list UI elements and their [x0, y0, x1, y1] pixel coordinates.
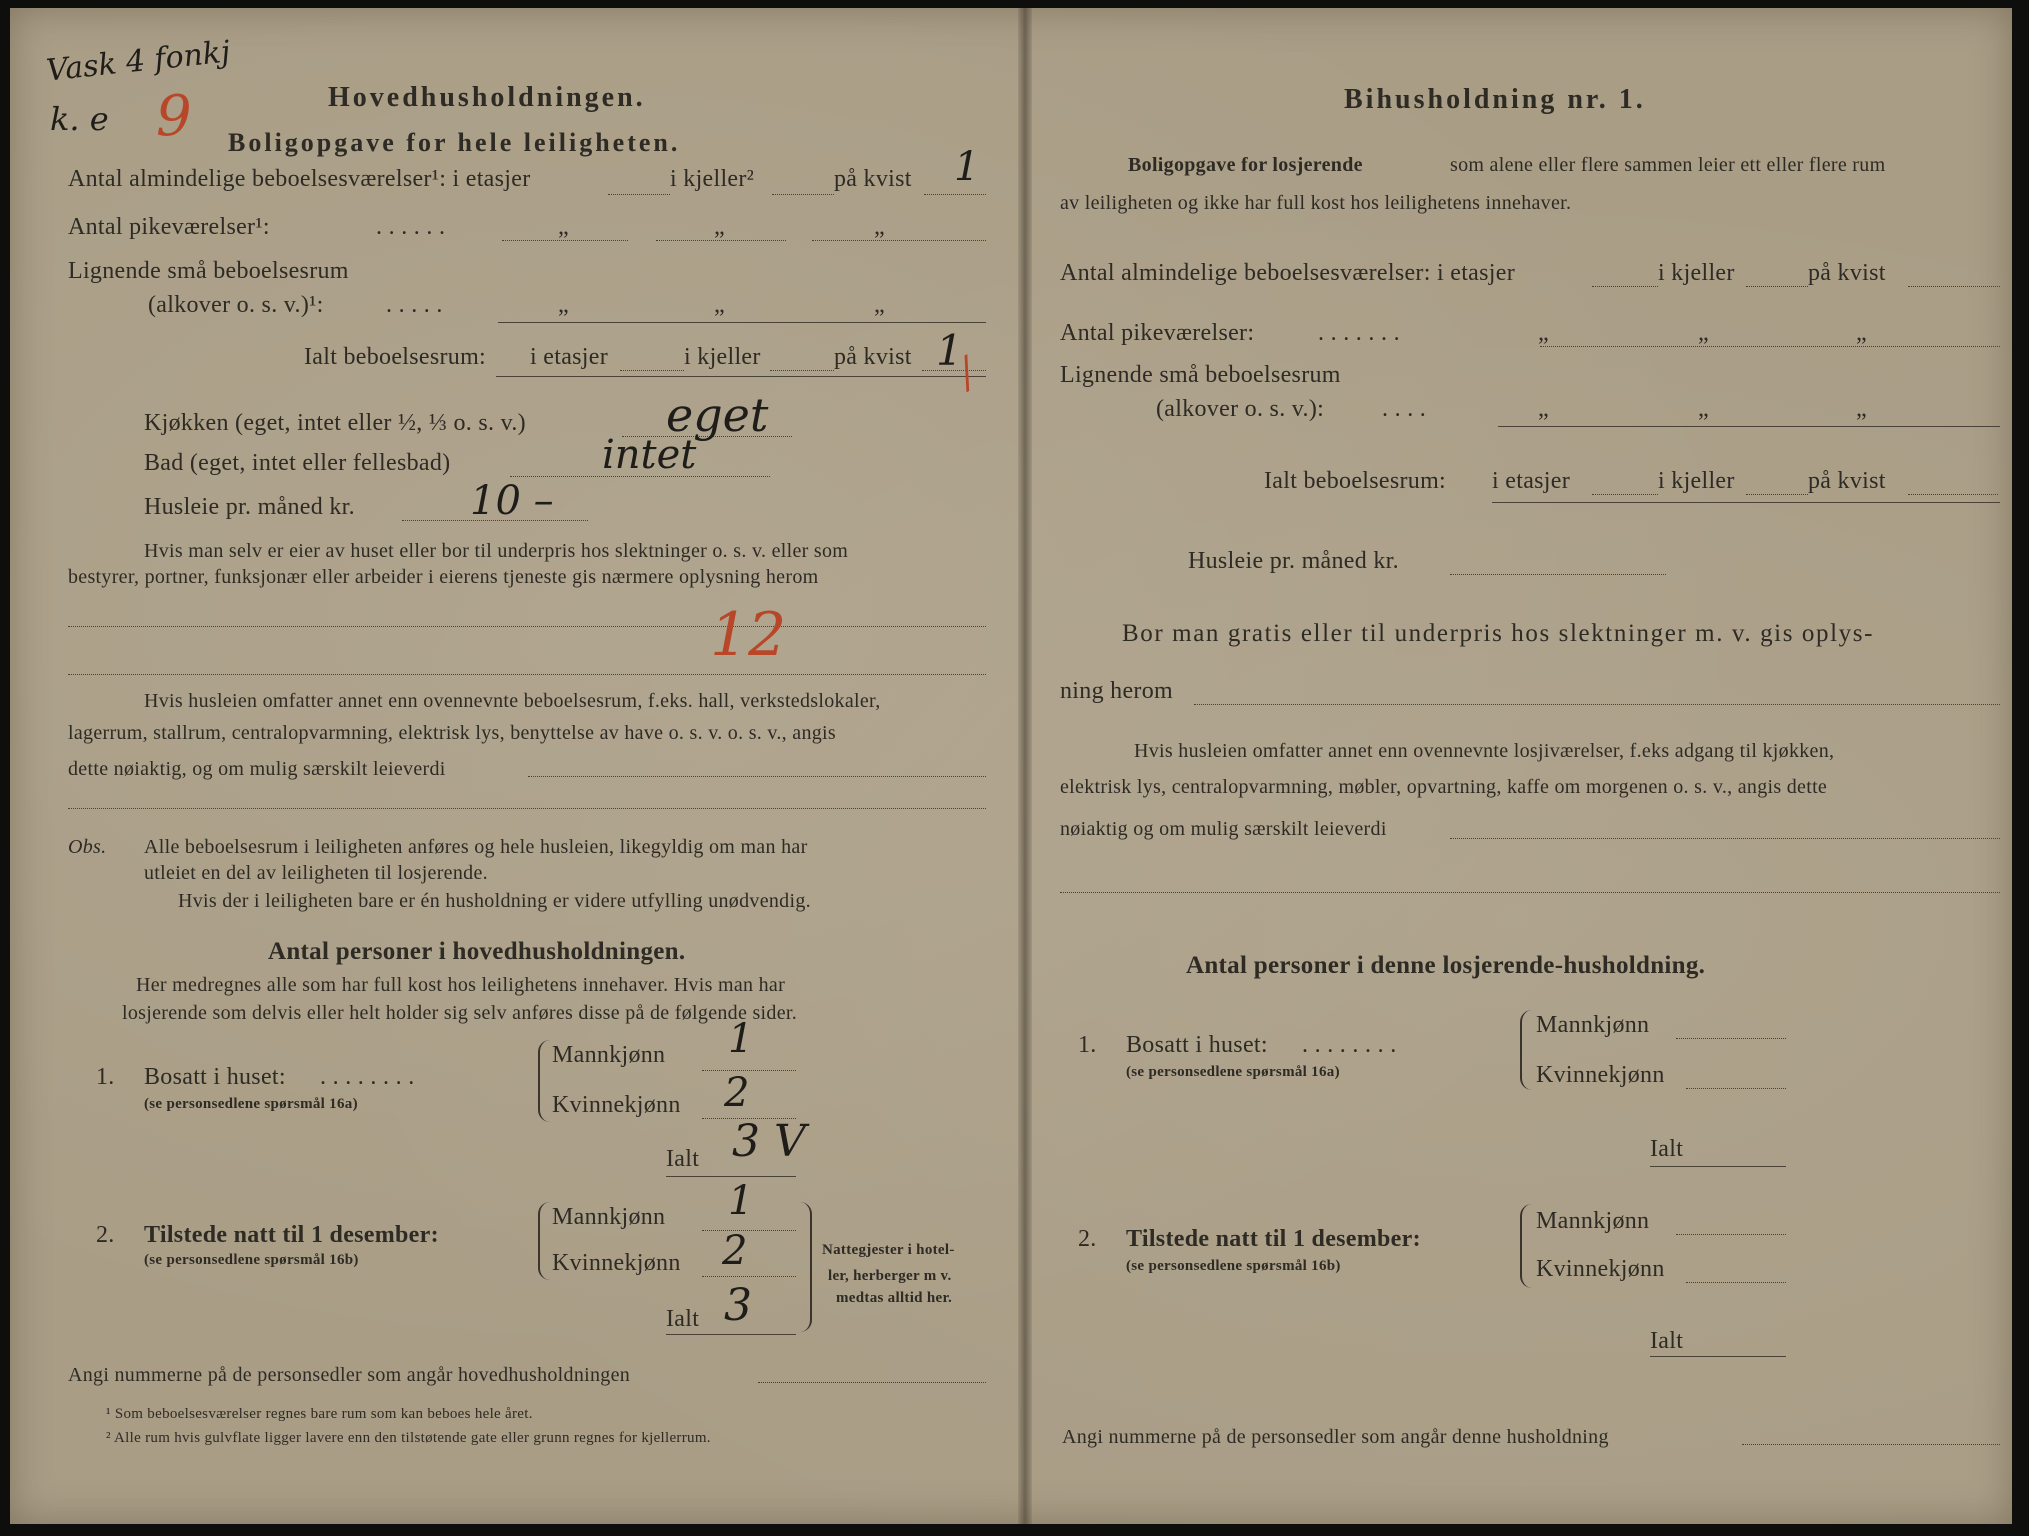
left-rooms-kjeller-field[interactable]	[772, 194, 834, 195]
left-obs-label: Obs.	[68, 836, 107, 858]
left-footnote-1: ¹ Som beboelsesværelser regnes bare rum som kan beboes hele året.	[106, 1406, 533, 1422]
left-extra-note-3: dette nøiaktig, og om mulig særskilt leieverdi	[68, 758, 446, 780]
left-title: Hovedhusholdningen.	[328, 82, 646, 113]
left-total-underline	[496, 376, 986, 377]
right-q1-brace	[1520, 1010, 1532, 1090]
left-rooms-kjeller-label: i kjeller²	[670, 166, 755, 192]
right-q1-label: Bosatt i huset:	[1126, 1032, 1268, 1058]
hand-q1-kvinne: 2	[724, 1070, 750, 1116]
hand-total-kvist-value: 1	[936, 326, 963, 375]
left-owner-note-2: bestyrer, portner, funksjonær eller arbeider i eierens tjeneste gis nærmere oplysning herom	[68, 566, 819, 588]
right-extra-note-2: elektrisk lys, centralopvarmning, møbler, opvartning, kaffe om morgenen o. s. v., angis dette	[1060, 776, 1828, 798]
right-rooms-etasjer-field[interactable]	[1592, 286, 1658, 287]
right-total-etasjer: i etasjer	[1492, 468, 1570, 494]
right-extra-note-3: nøiaktig og om mulig særskilt leieverdi	[1060, 818, 1387, 840]
left-similar-ditto-3: „	[874, 292, 885, 318]
left-q1-label: Bosatt i huset:	[144, 1064, 286, 1090]
right-rooms-label: Antal almindelige beboelsesværelser: i etasjer	[1060, 260, 1515, 286]
right-total-kjeller: i kjeller	[1658, 468, 1735, 494]
right-total-underline	[1492, 502, 2000, 503]
left-similar-ditto-2: „	[714, 292, 725, 318]
right-pike-ditto-3: „	[1856, 320, 1867, 346]
left-bath-label: Bad (eget, intet eller fellesbad)	[144, 450, 451, 476]
right-pike-dots: . . . . . . .	[1318, 320, 1400, 346]
right-q2-number: 2.	[1078, 1226, 1097, 1252]
handwritten-corner-code: k. e	[50, 100, 109, 138]
left-kitchen-label: Kjøkken (eget, intet eller ½, ⅓ o. s. v.)	[144, 410, 526, 436]
right-q2-ialt-label: Ialt	[1650, 1328, 1684, 1354]
right-intro-bold: Boligopgave for losjerende	[1128, 154, 1363, 176]
hand-bath-value: intet	[602, 432, 697, 478]
left-similar-label-2: (alkover o. s. v.)¹:	[148, 292, 324, 318]
left-q2-sub: (se personsedlene spørsmål 16b)	[144, 1252, 359, 1268]
right-intro-rest: som alene eller flere sammen leier ett eller flere rum	[1450, 154, 1886, 176]
left-q1-dots: . . . . . . . .	[320, 1064, 415, 1090]
left-total-kjeller-field[interactable]	[770, 370, 834, 371]
left-total-etasjer-field[interactable]	[620, 370, 684, 371]
left-q1-sub: (se personsedlene spørsmål 16a)	[144, 1096, 358, 1112]
right-q2-kvinne-label: Kvinnekjønn	[1536, 1256, 1665, 1282]
right-total-label: Ialt beboelsesrum:	[1264, 468, 1447, 494]
right-rooms-kvist: på kvist	[1808, 260, 1886, 286]
left-pike-ditto-3: „	[874, 214, 885, 240]
right-q2-ialt-field[interactable]	[1650, 1356, 1786, 1357]
left-owner-field-1[interactable]	[68, 626, 986, 627]
left-q2-ialt-field[interactable]	[666, 1334, 796, 1335]
census-form-sheet	[10, 8, 2012, 1524]
left-similar-dots: . . . . .	[386, 292, 443, 318]
right-rooms-kvist-field[interactable]	[1908, 286, 2000, 287]
left-footnote-2: ² Alle rum hvis gulvflate ligger lavere enn den tilstøtende gate eller grunn regnes for kjellerrum.	[106, 1430, 711, 1446]
right-q1-mann-label: Mannkjønn	[1536, 1012, 1650, 1038]
left-pike-ditto-2: „	[714, 214, 725, 240]
left-q1-mann-label: Mannkjønn	[552, 1042, 666, 1068]
right-q1-dots: . . . . . . . .	[1302, 1032, 1397, 1058]
right-q1-mann-field[interactable]	[1676, 1038, 1786, 1039]
right-pike-label: Antal pikeværelser:	[1060, 320, 1255, 346]
hand-rent-value: 10 –	[470, 478, 554, 524]
right-total-etasjer-field[interactable]	[1592, 494, 1658, 495]
left-persons-title: Antal personer i hovedhusholdningen.	[268, 938, 686, 965]
right-similar-field[interactable]	[1498, 426, 2000, 427]
left-extra-note-1: Hvis husleien omfatter annet enn ovennevnte beboelsesrum, f.eks. hall, verkstedslokaler,	[144, 690, 881, 712]
left-pike-dots: . . . . . .	[376, 214, 446, 240]
right-rooms-kjeller-field[interactable]	[1746, 286, 1808, 287]
left-q2-kvinne-field[interactable]	[702, 1276, 796, 1277]
night-note-2: ler, herberger m v.	[828, 1268, 952, 1284]
left-q1-ialt-field[interactable]	[666, 1176, 796, 1177]
right-total-kvist: på kvist	[1808, 468, 1886, 494]
right-q2-mann-label: Mannkjønn	[1536, 1208, 1650, 1234]
left-total-etasjer: i etasjer	[530, 344, 608, 370]
right-gratis-line-1: Bor man gratis eller til underpris hos slektninger m. v. gis oplys-	[1122, 620, 1875, 647]
left-similar-field[interactable]	[498, 322, 986, 323]
right-q2-label: Tilstede natt til 1 desember:	[1126, 1226, 1421, 1252]
left-similar-label-1: Lignende små beboelsesrum	[68, 258, 349, 284]
right-q2-brace	[1520, 1204, 1532, 1288]
hand-q2-ialt: 3	[724, 1280, 752, 1331]
left-q1-ialt-label: Ialt	[666, 1146, 700, 1172]
left-owner-field-2[interactable]	[68, 674, 986, 675]
left-subtitle: Boligopgave for hele leiligheten.	[228, 128, 681, 157]
left-q2-kvinne-label: Kvinnekjønn	[552, 1250, 681, 1276]
left-extra-field-2[interactable]	[68, 808, 986, 809]
left-q1-brace	[538, 1040, 550, 1122]
page-fold	[1018, 8, 1032, 1524]
left-rooms-label: Antal almindelige beboelsesværelser¹: i etasjer	[68, 166, 531, 192]
hand-q1-mann: 1	[728, 1016, 754, 1062]
left-q1-number: 1.	[96, 1064, 115, 1090]
right-similar-dots: . . . .	[1382, 396, 1427, 422]
right-persons-title: Antal personer i denne losjerende-husholdning.	[1186, 952, 1706, 979]
right-similar-label-2: (alkover o. s. v.):	[1156, 396, 1325, 422]
left-total-kjeller: i kjeller	[684, 344, 761, 370]
right-q1-number: 1.	[1078, 1032, 1097, 1058]
left-similar-ditto-1: „	[558, 292, 569, 318]
right-rent-field[interactable]	[1450, 574, 1666, 575]
right-angi-line: Angi nummerne på de personsedler som angår denne husholdning	[1062, 1426, 1609, 1448]
right-total-kjeller-field[interactable]	[1746, 494, 1808, 495]
left-persons-note-2: losjerende som delvis eller helt holder sig selv anføres disse på de følgende sider.	[122, 1002, 798, 1024]
left-q2-brace	[538, 1202, 550, 1280]
right-extra-field-1[interactable]	[1450, 838, 2000, 839]
left-obs-line-2: utleiet en del av leiligheten til losjerende.	[144, 862, 488, 884]
left-rooms-kvist-field[interactable]	[924, 194, 986, 195]
right-q2-mann-field[interactable]	[1676, 1234, 1786, 1235]
right-rooms-kjeller: i kjeller	[1658, 260, 1735, 286]
right-pike-ditto-1: „	[1538, 320, 1549, 346]
right-pike-ditto-2: „	[1698, 320, 1709, 346]
right-q1-sub: (se personsedlene spørsmål 16a)	[1126, 1064, 1340, 1080]
right-q2-sub: (se personsedlene spørsmål 16b)	[1126, 1258, 1341, 1274]
night-note-1: Nattegjester i hotel-	[822, 1242, 955, 1258]
right-q2-kvinne-field[interactable]	[1686, 1282, 1786, 1283]
right-angi-field[interactable]	[1742, 1444, 2000, 1445]
night-note-3: medtas alltid her.	[836, 1290, 953, 1306]
hand-q1-ialt: 3 V	[732, 1116, 806, 1167]
left-q1-kvinne-label: Kvinnekjønn	[552, 1092, 681, 1118]
right-gratis-field[interactable]	[1194, 704, 2000, 705]
left-pike-label: Antal pikeværelser¹:	[68, 214, 270, 240]
hand-red-check-mark: /	[949, 349, 985, 397]
right-extra-field-2[interactable]	[1060, 892, 2000, 893]
handwritten-red-corner-mark: 9	[156, 84, 192, 149]
right-similar-ditto-3: „	[1856, 396, 1867, 422]
left-total-kvist: på kvist	[834, 344, 912, 370]
left-q2-label: Tilstede natt til 1 desember:	[144, 1222, 439, 1248]
hand-red-number: 12	[710, 600, 787, 670]
left-rent-label: Husleie pr. måned kr.	[144, 494, 355, 520]
right-q1-ialt-field[interactable]	[1650, 1166, 1786, 1167]
right-q1-ialt-label: Ialt	[1650, 1136, 1684, 1162]
left-extra-note-2: lagerrum, stallrum, centralopvarmning, elektrisk lys, benyttelse av have o. s. v. o. s. v., angis	[68, 722, 836, 744]
left-pike-ditto-1: „	[558, 214, 569, 240]
left-pike-kvist-field[interactable]	[812, 240, 986, 241]
right-gratis-line-2: ning herom	[1060, 678, 1173, 704]
hand-rooms-kvist-value: 1	[954, 144, 980, 190]
left-rooms-kvist-label: på kvist	[834, 166, 912, 192]
right-total-kvist-field[interactable]	[1908, 494, 1998, 495]
handwritten-corner-note: Vask 4 fonkj	[44, 34, 232, 89]
right-pike-field[interactable]	[1540, 346, 2000, 347]
left-total-label: Ialt beboelsesrum:	[304, 344, 487, 370]
left-angi-line: Angi nummerne på de personsedler som angår hovedhusholdningen	[68, 1364, 631, 1386]
right-similar-label-1: Lignende små beboelsesrum	[1060, 362, 1341, 388]
right-intro-line-2: av leiligheten og ikke har full kost hos leilighetens innehaver.	[1060, 192, 1572, 214]
left-obs-line-1: Alle beboelsesrum i leiligheten anføres og hele husleien, likegyldig om man har	[144, 836, 808, 858]
right-rent-label: Husleie pr. måned kr.	[1188, 548, 1399, 574]
right-extra-note-1: Hvis husleien omfatter annet enn ovennevnte losjiværelser, f.eks adgang til kjøkken,	[1134, 740, 1835, 762]
right-similar-ditto-2: „	[1698, 396, 1709, 422]
hand-q2-kvinne: 2	[722, 1228, 748, 1274]
left-q2-number: 2.	[96, 1222, 115, 1248]
left-persons-note-1: Her medregnes alle som har full kost hos leilighetens innehaver. Hvis man har	[136, 974, 786, 996]
right-q1-kvinne-label: Kvinnekjønn	[1536, 1062, 1665, 1088]
right-title: Bihusholdning nr. 1.	[1344, 84, 1646, 115]
left-obs-line-3: Hvis der i leiligheten bare er én husholdning er videre utfylling unødvendig.	[178, 890, 811, 912]
left-q2-right-brace	[800, 1202, 812, 1332]
hand-kitchen-value: eget	[666, 388, 769, 442]
right-q1-kvinne-field[interactable]	[1686, 1088, 1786, 1089]
left-extra-field-1[interactable]	[528, 776, 986, 777]
left-q2-ialt-label: Ialt	[666, 1306, 700, 1332]
right-similar-ditto-1: „	[1538, 396, 1549, 422]
left-owner-note-1: Hvis man selv er eier av huset eller bor til underpris hos slektninger o. s. v. eller som	[144, 540, 849, 562]
left-angi-field[interactable]	[758, 1382, 986, 1383]
left-q2-mann-field[interactable]	[702, 1230, 796, 1231]
hand-q2-mann: 1	[728, 1178, 754, 1224]
left-rooms-etasjer-field[interactable]	[608, 194, 670, 195]
left-q2-mann-label: Mannkjønn	[552, 1204, 666, 1230]
